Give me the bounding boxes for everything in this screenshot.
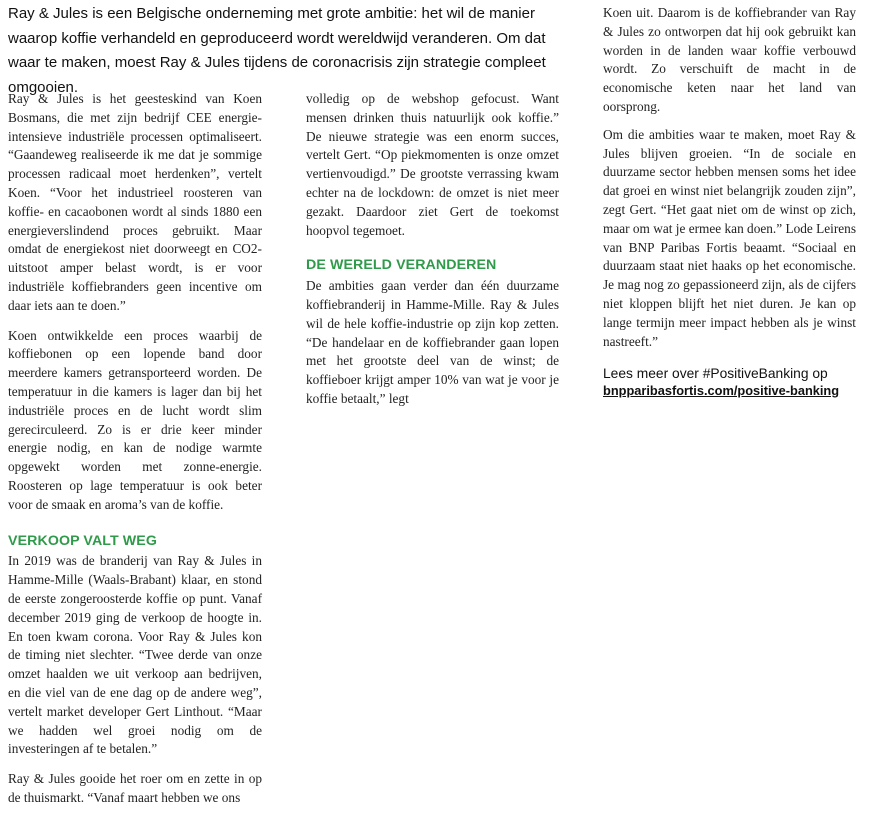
paragraph: volledig op de webshop gefocust. Want mensen drinken thuis natuurlijk ook koffie.” De nieuwe strategie was een enorm succes, vertelt Gert. “Op piekmomenten is onze omzet vertienvoudigd.” De grootste verrassing kwam echter na de lockdown: de omzet is niet meer gezakt. Daardoor ziet Gert de toekomst hoopvol tegemoet. — [306, 91, 559, 238]
column-left — [8, 90, 262, 819]
paragraph: Ray & Jules is het geesteskind van Koen Bosmans, die met zijn bedrijf CEE energie-intensieve industriële processen optimaliseert. “Gaandeweg realiseerde ik me dat je sommige processen radicaal moet herdenken”, vertelt Koen. “Voor het industrieel roosteren van koffie- en cacaobonen wordt al sinds 1880 een energieverslindend proces gebruikt. Maar omdat de energiekost niet doorweegt en CO2-uitstoot amper belast wordt, is er voor industriële koffiebranders geen incentive om daar iets aan te doen.” — [8, 91, 262, 313]
paragraph: De ambities gaan verder dan één duurzame koffiebranderij in Hamme-Mille. Ray & Jules wil de hele koffie-industrie op zijn kop zetten. “De handelaar en de koffiebrander gaan lopen met het grootste deel van de winst; de koffieboer krijgt amper 10% van wat je voor je koffie betaalt,” legt — [306, 278, 559, 406]
column-middle — [306, 90, 559, 420]
section-heading-wereld: DE WERELD VERANDEREN — [306, 257, 497, 274]
call-to-action — [603, 365, 856, 399]
paragraph: Om die ambities waar te maken, moet Ray & Jules blijven groeien. “In de sociale en duurzame sector hebben mensen soms het idee dat groei en winst niet belangrijk zouden zijn”, zegt Gert. “Het gaat niet om de winst op zich, maar om wat je ermee kan doen.” Lode Leirens van BNP Paribas Fortis beaamt. “Sociaal en duurzaam staat niet haaks op het economische. Je mag nog zo gepassioneerd zijn, als de cijfers niet kloppen blijft het niet duren. Je kan op lange termijn meer impact hebben als je winst nastreeft.” — [603, 126, 856, 349]
article-lead: Ray & Jules is een Belgische onderneming met grote ambitie: het wil de manier waarop koffie verhandeld en geproduceerd wordt wereldwijd veranderen. Om dat waar te maken, moest Ray & Jules tijdens de coronacrisis zijn strategie compleet omgooien. — [8, 5, 546, 96]
cta-text: Lees meer over #PositiveBanking op — [603, 366, 828, 382]
paragraph: Koen uit. Daarom is de koffiebrander van Ray & Jules zo ontworpen dat hij ook gebruikt kan worden in de landen waar koffie verbouwd wordt. Zo verschuift de macht in de economische keten naar het land van oorsprong. — [603, 5, 856, 114]
paragraph: Ray & Jules gooide het roer om en zette in op de thuismarkt. “Vanaf maart hebben we ons — [8, 771, 262, 805]
column-right — [603, 4, 856, 399]
paragraph: Koen ontwikkelde een proces waarbij de koffiebonen op een lopende band door meerdere kamers getransporteerd worden. De temperatuur in die kamers is lager dan bij het industriële proces en de lucht wordt slim gerecirculeerd. Zo is er drie keer minder energie nodig, en kan de nodige warmte opgewekt worden met zonne-energie. Roosteren op lage temperatuur is ook beter voor de smaak en aroma’s van de koffie. — [8, 327, 262, 512]
section-heading-verkoop: VERKOOP VALT WEG — [8, 532, 158, 549]
positive-banking-link[interactable]: bnpparibasfortis.com/positive-banking — [603, 383, 840, 399]
paragraph: In 2019 was de branderij van Ray & Jules in Hamme-Mille (Waals-Brabant) klaar, en stond de eerste zongeroosterde koffie op punt. Vanaf december 2019 ging de verkoop de hoogte in. En toen kwam corona. Voor Ray & Jules kon de timing niet slechter. “Twee derde van onze omzet haalden we uit verkoop aan bedrijven, en die viel van de ene dag op de andere weg”, vertelt market developer Gert Linthout. “Maar we hadden wel groei nodig om de investeringen af te betalen.” — [8, 553, 262, 757]
